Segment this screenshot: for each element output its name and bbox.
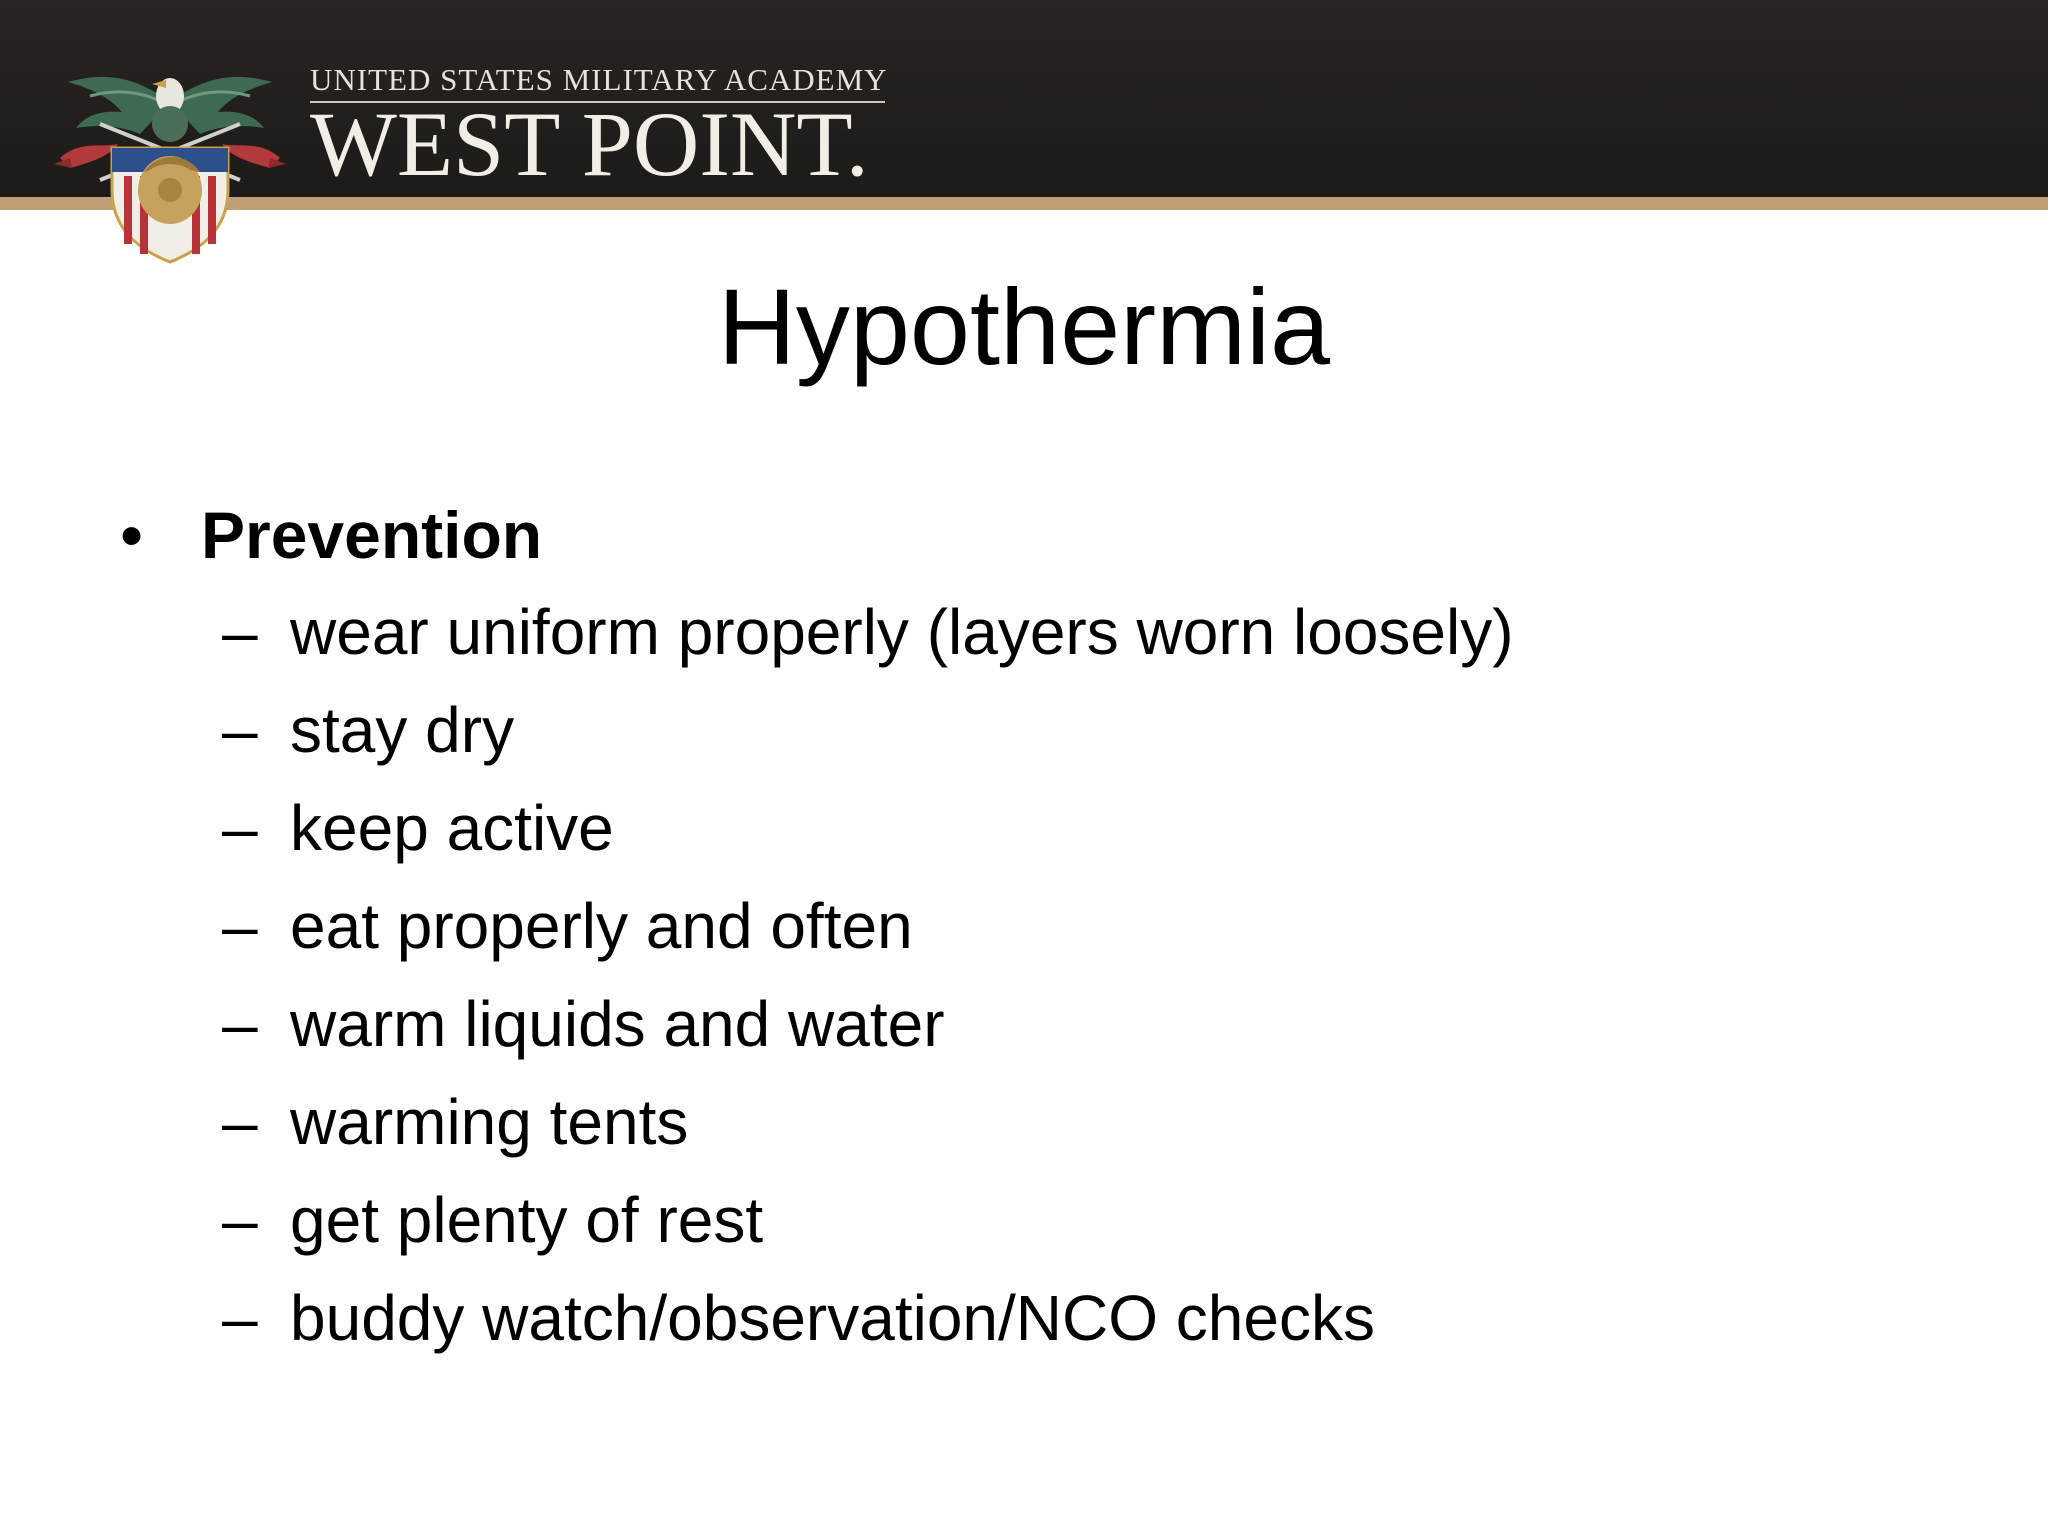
dash-marker: – — [222, 1282, 258, 1354]
header-banner — [0, 0, 2048, 197]
dash-marker: – — [222, 694, 258, 766]
slide-title: Hypothermia — [717, 266, 1331, 387]
sub-bullet-text: wear uniform properly (layers worn loosely) — [290, 596, 1514, 668]
sub-bullet-text: buddy watch/observation/NCO checks — [290, 1282, 1375, 1354]
sub-bullet-text: warm liquids and water — [290, 988, 945, 1060]
dash-marker: – — [222, 596, 258, 668]
sub-bullet-text: warming tents — [290, 1086, 689, 1158]
institution-subtitle: UNITED STATES MILITARY ACADEMY — [310, 62, 888, 97]
institution-title: WEST POINT. — [310, 93, 869, 195]
sub-bullet-text: get plenty of rest — [290, 1184, 764, 1256]
bullet-marker: • — [120, 498, 144, 572]
dash-marker: – — [222, 1184, 258, 1256]
sub-bullet-text: keep active — [290, 792, 614, 864]
bullet-label: Prevention — [201, 498, 543, 572]
dash-marker: – — [222, 988, 258, 1060]
west-point-crest-logo — [40, 40, 300, 270]
sub-bullet-text: stay dry — [290, 694, 515, 766]
dash-marker: – — [222, 1086, 258, 1158]
sub-bullet-text: eat properly and often — [290, 890, 913, 962]
dash-marker: – — [222, 792, 258, 864]
header-stripe — [0, 197, 2048, 210]
dash-marker: – — [222, 890, 258, 962]
